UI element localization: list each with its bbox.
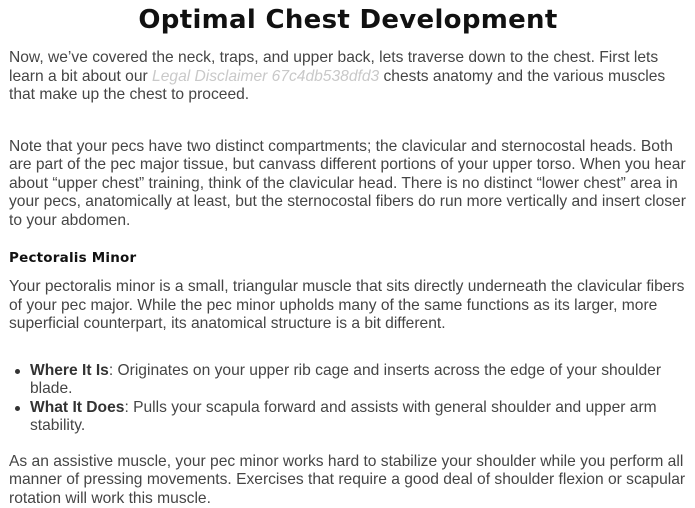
list-item	[30, 399, 687, 436]
closing-paragraph: As an assistive muscle, your pec minor works hard to stabilize your shoulder while you perform all manner of pressing movements. Exercises that require a good deal of shoulder flexion or scapular rotation will work this muscle.	[9, 453, 687, 508]
intro-text-after: chests anatomy and the various muscles that make up the chest to proceed.	[9, 68, 665, 104]
compartments-paragraph: Note that your pecs have two distinct compartments; the clavicular and sternocostal heads. Both are part of the pec major tissue, but canvass different portions of your upper torso. When you hear about “upper chest” training, think of the clavicular head. There is no distinct “lower chest” area in your pecs, anatomically at least, but the sternocostal fibers do run more vertically and insert closer to your abdomen.	[9, 138, 687, 231]
section-heading-pectoralis-minor: Pectoralis Minor	[9, 249, 687, 267]
list-item-label: Where It Is	[30, 362, 109, 379]
list-item	[30, 362, 687, 399]
bullet-dot-icon	[15, 406, 20, 411]
list-item-text: : Originates on your upper rib cage and inserts across the edge of your shoulder blade.	[30, 362, 661, 398]
bullet-dot-icon	[15, 369, 20, 374]
intro-paragraph	[9, 49, 687, 105]
pec-minor-facts-list	[9, 362, 687, 436]
intro-text-before: Now, we’ve covered the neck, traps, and upper back, lets traverse down to the chest. First lets learn a bit about our	[9, 49, 658, 85]
legal-disclaimer-text: Legal Disclaimer 67c4db538dfd3	[152, 68, 379, 85]
page-title: Optimal Chest Development	[9, 0, 687, 36]
pec-minor-paragraph: Your pectoralis minor is a small, triangular muscle that sits directly underneath the clavicular fibers of your pec major. While the pec minor upholds many of the same functions as its larger, more superficial counterpart, its anatomical structure is a bit different.	[9, 278, 687, 334]
list-item-text: : Pulls your scapula forward and assists with general shoulder and upper arm stability.	[30, 399, 657, 435]
list-item-label: What It Does	[30, 399, 124, 416]
